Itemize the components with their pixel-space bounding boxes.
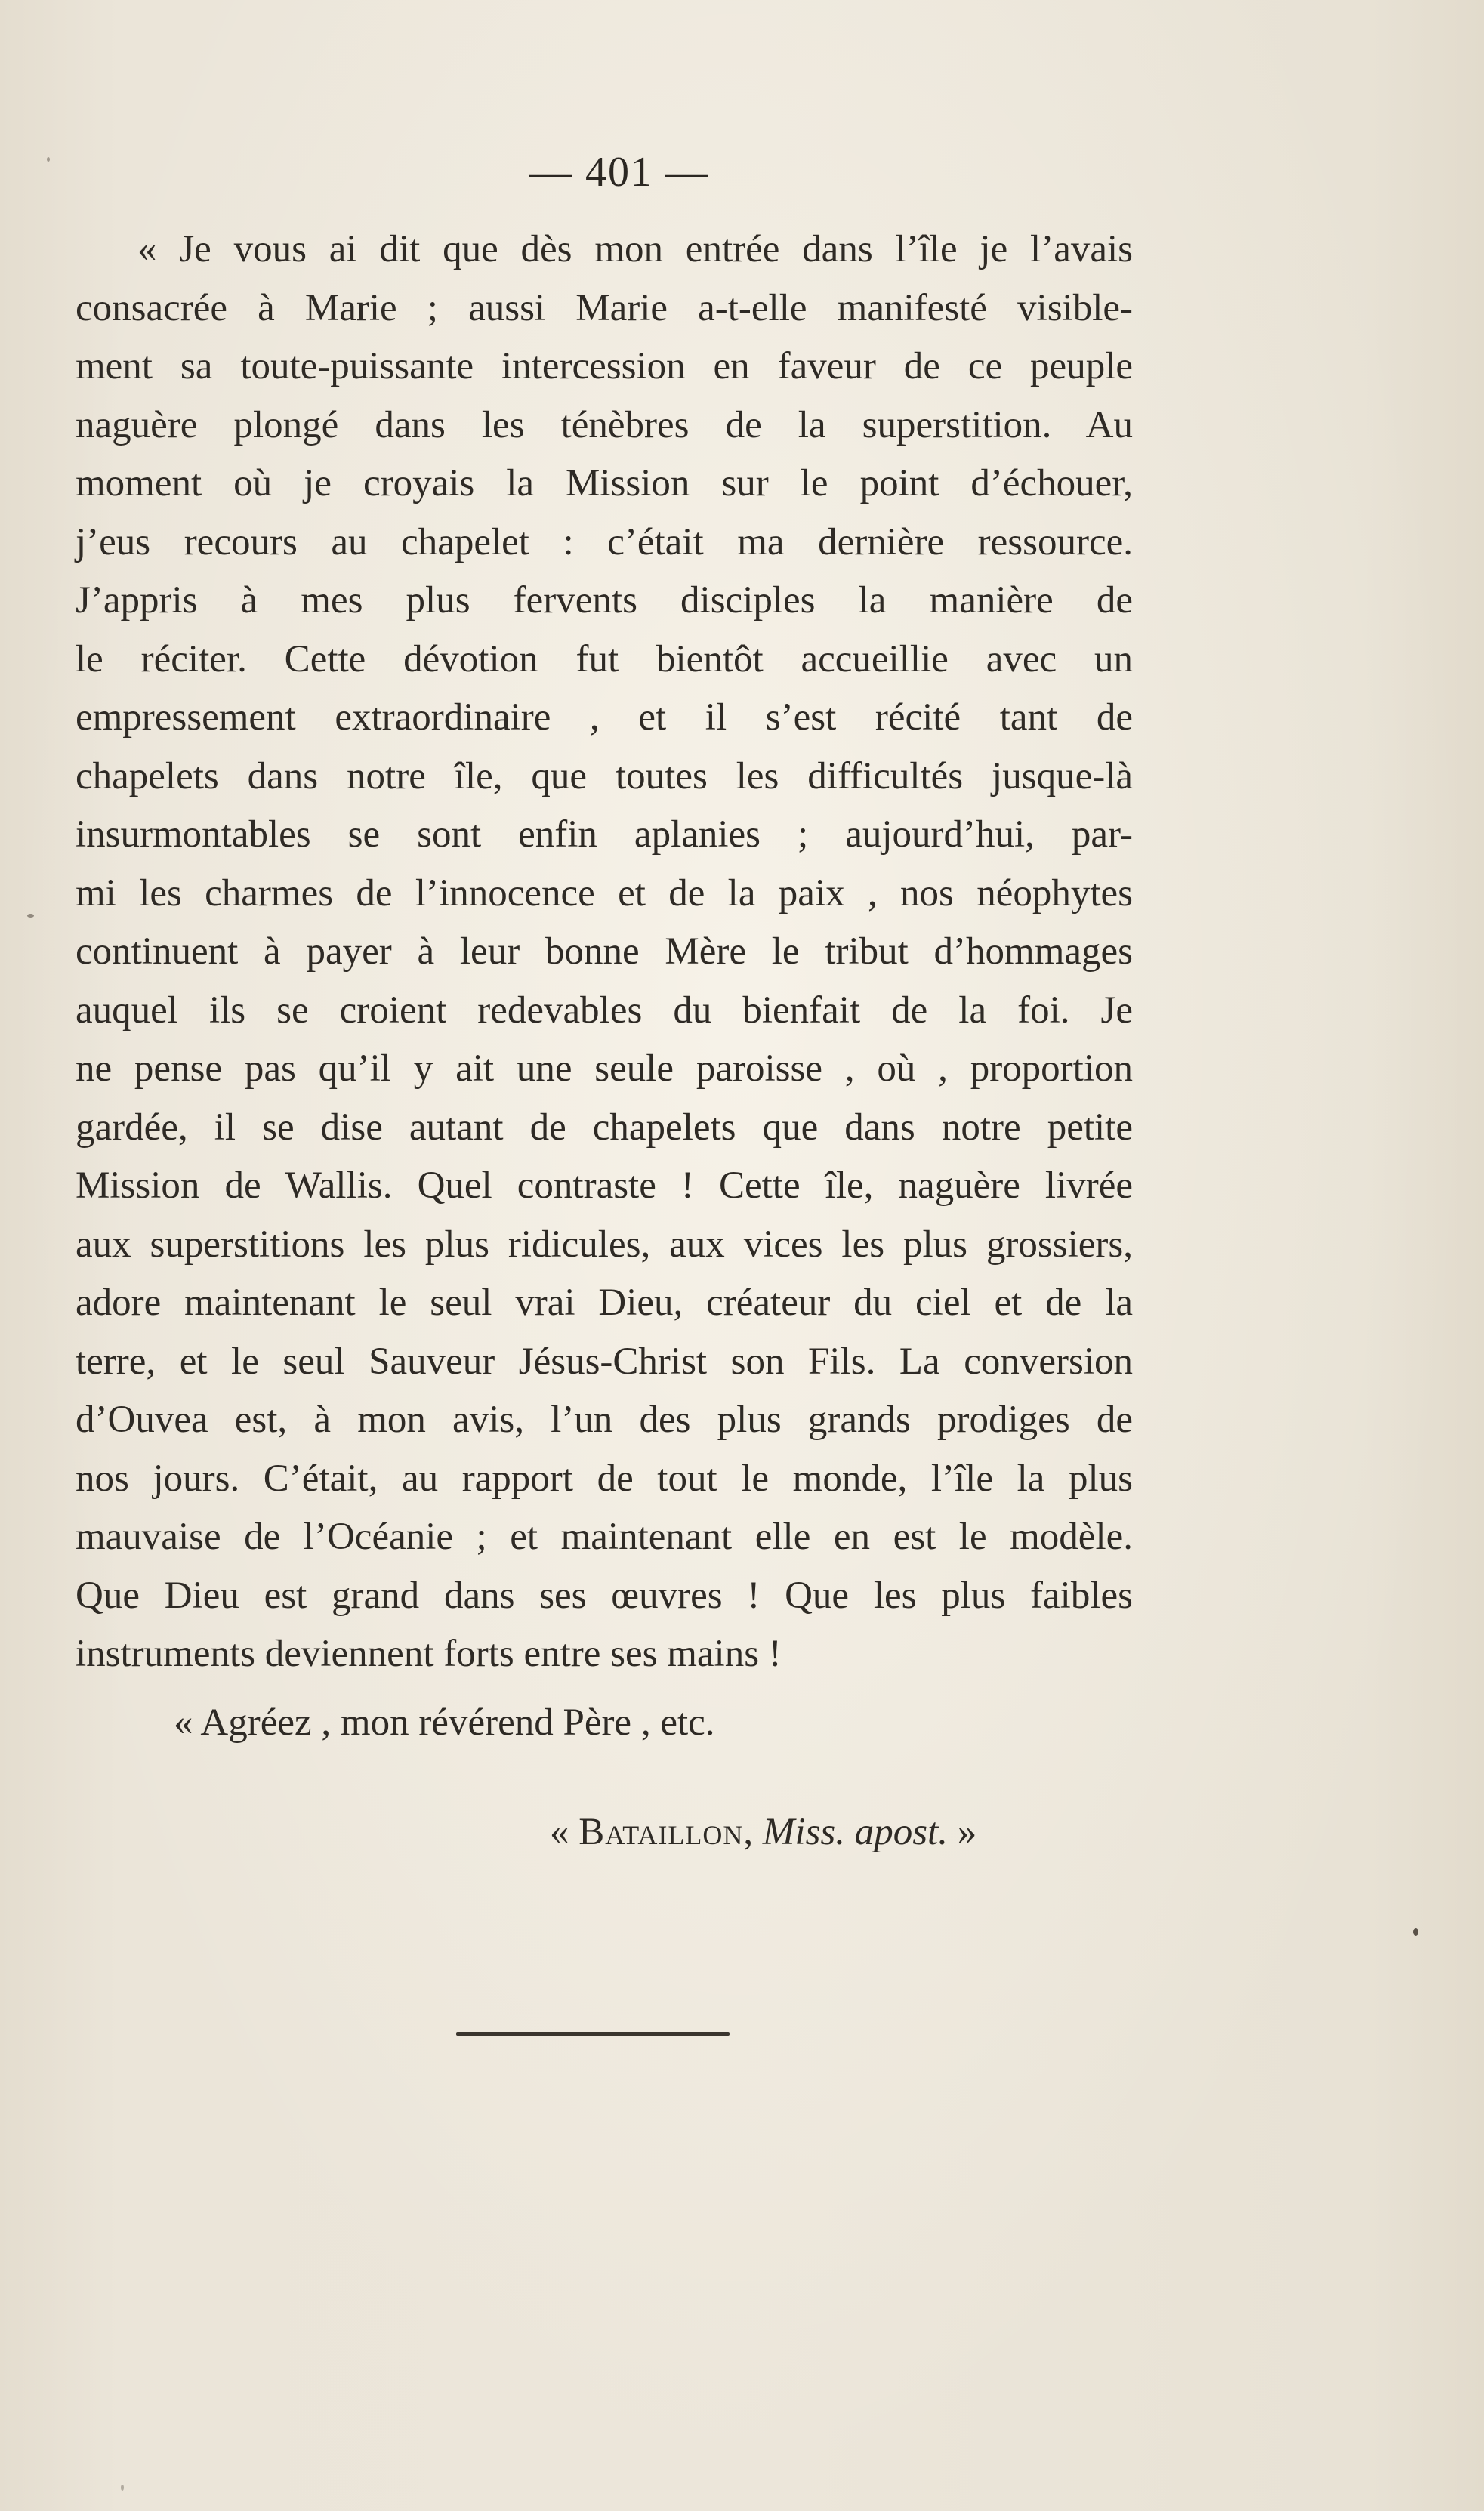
end-rule <box>456 2032 730 2036</box>
text-line: gardée, il se dise autant de chapelets que dans notre petite <box>76 1106 1133 1149</box>
text-line: moment où je croyais la Mission sur le point d’échouer, <box>76 462 1133 504</box>
paper-speck <box>1413 1928 1418 1936</box>
text-line: instruments deviennent forts entre ses mains ! <box>76 1633 782 1675</box>
closing-line: « Agréez , mon révérend Père , etc. <box>174 1701 715 1744</box>
text-line: mauvaise de l’Océanie ; et maintenant elle en est le modèle. <box>76 1516 1133 1558</box>
text-line: chapelets dans notre île, que toutes les difficultés jusque-là <box>76 754 1133 797</box>
signature-separator: , <box>743 1811 754 1853</box>
text-line: J’appris à mes plus fervents disciples la manière de <box>76 579 1133 622</box>
text-line: d’Ouvea est, à mon avis, l’un des plus grands prodiges de <box>76 1399 1133 1441</box>
text-line: le réciter. Cette dévotion fut bientôt accueillie avec un <box>76 637 1133 680</box>
text-line: empressement extraordinaire , et il s’est récité tant de <box>76 696 1133 739</box>
text-line: j’eus recours au chapelet : c’était ma dernière ressource. <box>76 520 1133 563</box>
text-line: auquel ils se croient redevables du bienfait de la foi. Je <box>76 989 1133 1032</box>
text-line: aux superstitions les plus ridicules, aux vices les plus grossiers, <box>76 1223 1133 1266</box>
text-line: terre, et le seul Sauveur Jésus-Christ son Fils. La conversion <box>76 1340 1133 1383</box>
text-line: continuent à payer à leur bonne Mère le tribut d’hommages <box>76 930 1133 973</box>
paper-speck <box>47 157 50 162</box>
paper-speck <box>121 2485 124 2491</box>
text-line: adore maintenant le seul vrai Dieu, créateur du ciel et de la <box>76 1282 1133 1324</box>
signature-name: Bataillon <box>578 1811 744 1853</box>
signature-close-quote: » <box>957 1811 977 1853</box>
text-line: Mission de Wallis. Quel contraste ! Cette île, naguère livrée <box>76 1164 1133 1207</box>
text-line: « Je vous ai dit que dès mon entrée dans l’île je l’avais <box>137 228 1133 270</box>
paper-speck <box>27 914 34 918</box>
text-line: mi les charmes de l’innocence et de la paix , nos néophytes <box>76 871 1133 915</box>
signature-open-quote: « <box>550 1811 569 1853</box>
text-line: insurmontables se sont enfin aplanies ; aujourd’hui, par- <box>76 813 1133 856</box>
text-line: ne pense pas qu’il y ait une seule paroisse , où , proportion <box>76 1047 1133 1090</box>
letter-body <box>76 221 1133 1684</box>
text-line: nos jours. C’était, au rapport de tout le monde, l’île la plus <box>76 1457 1133 1500</box>
text-line: Que Dieu est grand dans ses œuvres ! Que les plus faibles <box>76 1574 1133 1617</box>
signature <box>550 1803 976 1862</box>
page-number: — 401 — <box>529 149 709 196</box>
text-line: ment sa toute-puissante intercession en faveur de ce peuple <box>76 345 1133 387</box>
text-line: naguère plongé dans les ténèbres de la superstition. Au <box>76 403 1133 446</box>
signature-title: Miss. apost. <box>762 1811 948 1853</box>
text-line: consacrée à Marie ; aussi Marie a-t-elle manifesté visible- <box>76 286 1133 329</box>
